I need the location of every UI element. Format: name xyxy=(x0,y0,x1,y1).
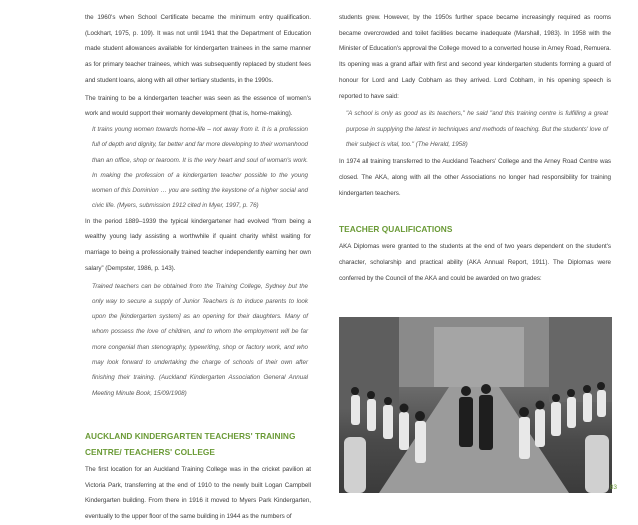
photo-illustration xyxy=(339,317,612,493)
body-paragraph: students grew. However, by the 1950s further space became increasingly required as rooms became overcrowded and toilet facilities became inadequate (Marshall, 1983). In 1958 with the Minister of Education's approval the College moved to a converted house in Arney Road, Remuera. Its opening was a grand affair with first and second year kindergarten students forming a guard of honour for Lord and Lady Cobham as they arrived. Lord Cobham, in his opening speech is reported to have said: xyxy=(339,14,611,100)
body-paragraph: In the period 1889–1939 the typical kindergartener had evolved “from being a wealthy young lady assisting a worthwhile if quaint charity whilst waiting for marriage to being a professionally trained teacher independently earning her own salary” (Dempster, 1986, p. 143). xyxy=(85,217,311,272)
section-heading: TEACHER QUALIFICATIONS xyxy=(339,224,453,235)
block-quote: "A school is only as good as its teachers," he said "and this training centre is fulfilling a great purpose in supplying the latest in techniques and methods of teaching. But the students' love of their subject is vital, too." (The Herald, 1958) xyxy=(346,110,608,148)
body-paragraph: AKA Diplomas were granted to the students at the end of two years dependent on the student's character, scholarship and practical ability (AKA Annual Report, 1911). The Diplomas were conferred by the Council of the AKA and could be awarded on two grades: xyxy=(339,243,611,282)
body-paragraph: In 1974 all training transferred to the Auckland Teachers' College and the Arney Road Centre was closed. The AKA, along with all the other Associations no longer had responsibility for training kindergarten teachers. xyxy=(339,158,611,197)
right-column xyxy=(339,10,611,286)
body-paragraph: The first location for an Auckland Training College was in the cricket pavilion at Victoria Park, transferring at the end of 1910 to the newly built Logan Campbell Kindergarten building. From there in 1916 it moved to Myers Park Kindergarten, eventually to the upper floor of the same building in 1944 as the numbers of xyxy=(85,465,311,520)
block-quote: Trained teachers can be obtained from the Training College, Sydney but the only way to secure a supply of Junior Teachers is to induce parents to look upon the [kindergarten system] as an opening for their daughters. Many of whom possess the love of children, and to whom the employment will be far more congenial than stenography, typewriting, shop or factory work, and who may look forward to undertaking the charge of schools of their own after finishing their training. (Auckland Kindergarten Association General Annual Meeting Minute Book, 15/09/1908) xyxy=(92,282,308,397)
body-paragraph: the 1960's when School Certificate became the minimum entry qualification. (Lockhart, 1975, p. 109). It was not until 1941 that the Department of Education made student allowances available for kindergarten trainees in the same manner as for primary teacher trainees, which was subsequently replaced by student fees and student loans, along with all other tertiary students, in the 1990s. xyxy=(85,14,311,84)
body-paragraph: The training to be a kindergarten teacher was seen as the essence of women's work and would support their womanly development (that is, home-making). xyxy=(85,94,311,118)
page-number: 83 xyxy=(609,484,617,491)
section-heading: AUCKLAND KINDERGARTEN TEACHERS' TRAINING CENTRE/ TEACHERS' COLLEGE xyxy=(85,430,296,457)
block-quote: It trains young women towards home-life – not away from it. It is a profession full of depth and dignity, far better and far more developing to their womanhood than an office, shop or tearoom. It is the very heart and soul of woman's work. In making the profession of a kindergarten teacher possible to the young women of this Dominion … you are setting the keystone of a higher social and civic life. (Myers, submission 1912 cited in Myer, 1997, p. 76) xyxy=(92,125,308,210)
left-column xyxy=(85,10,311,525)
guard-of-honour-photo xyxy=(339,317,612,493)
